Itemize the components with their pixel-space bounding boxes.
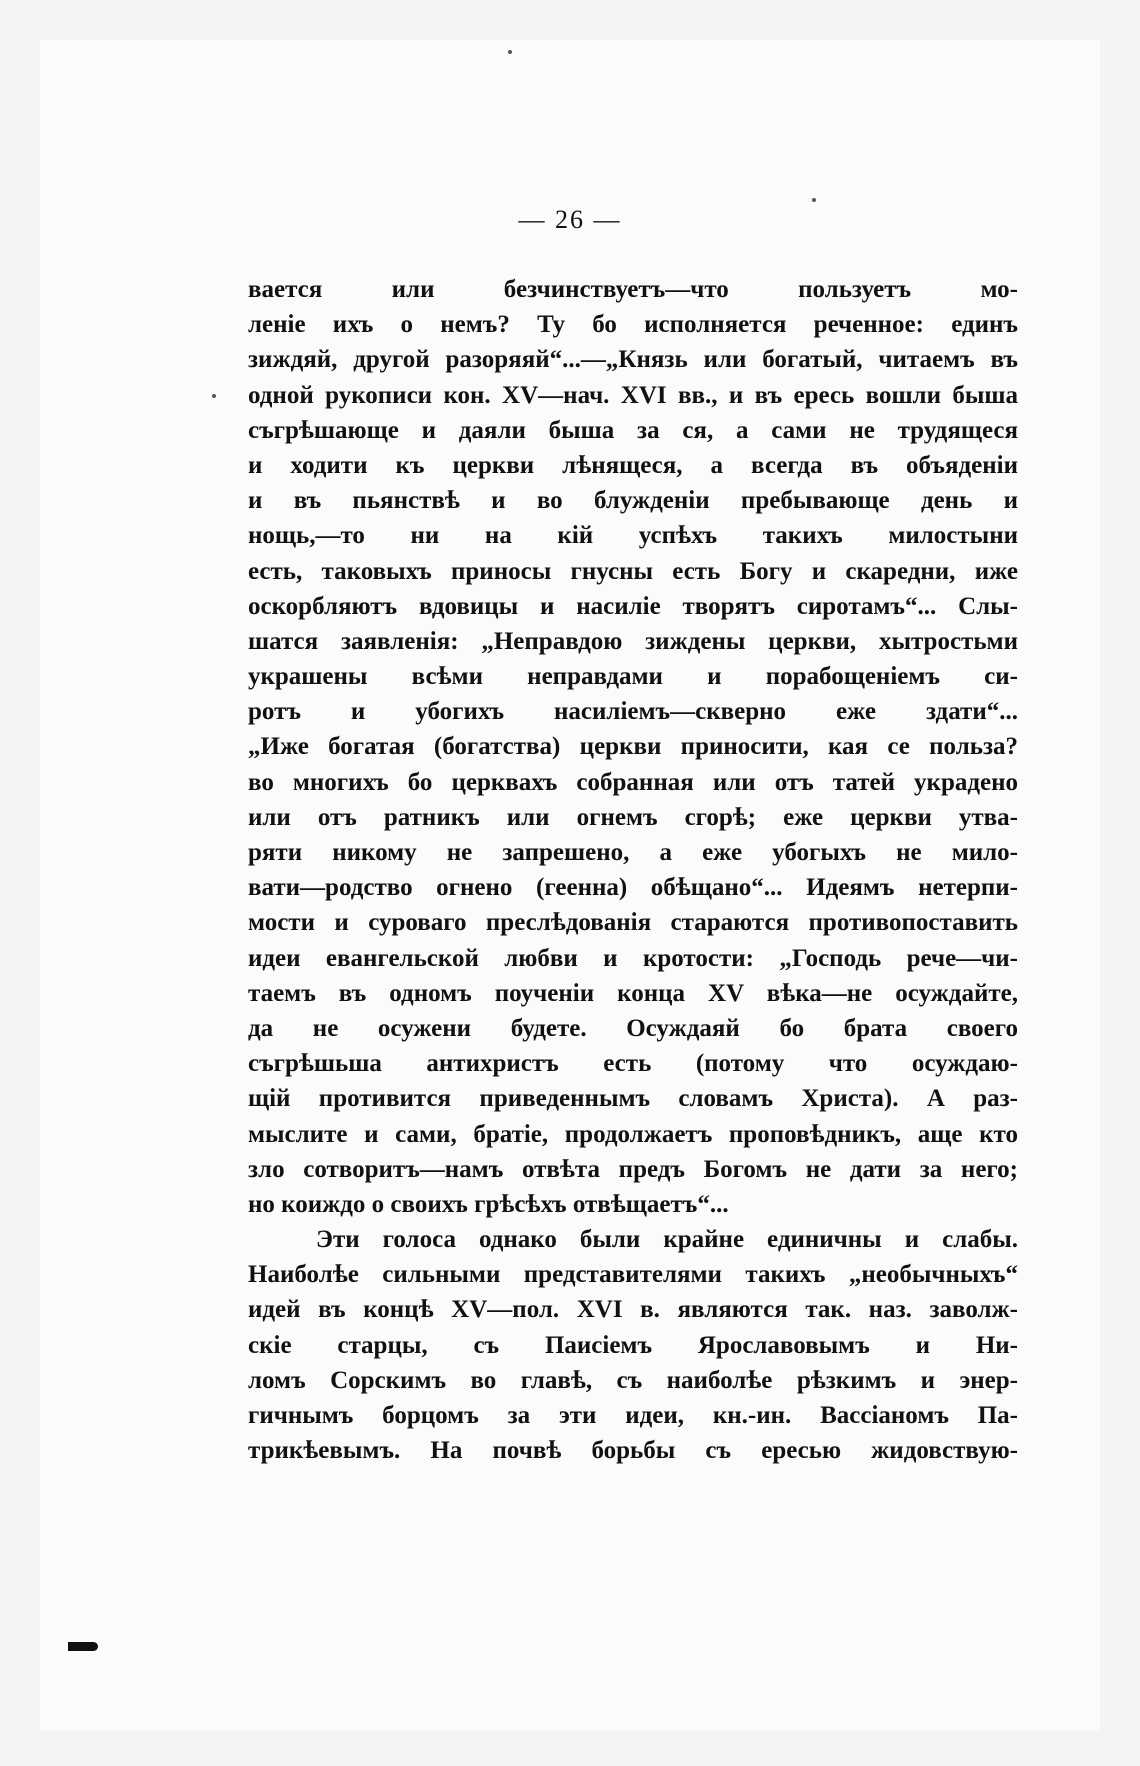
text-line: трикѣевымъ. На почвѣ борьбы съ ересью жидовствую-: [248, 1437, 1018, 1465]
text-line: идеи евангельской любви и кротости: „Господь рече—чи-: [248, 944, 1018, 972]
text-line: шатся заявленія: „Неправдою зиждены церкви, хытростьми: [248, 627, 1018, 655]
scan-mark: [68, 1642, 98, 1651]
text-line: мыслите и сами, братіе, продолжаетъ проповѣдникъ, аще кто: [248, 1120, 1018, 1148]
text-line: ротъ и убогихъ насиліемъ—скверно еже здати“...: [248, 698, 1018, 726]
text-line: идей въ концѣ XV—пол. XVI в. являются так. наз. заволж-: [248, 1296, 1018, 1324]
scan-speck: [508, 50, 512, 54]
text-line: украшены всѣми неправдами и порабощеніемъ си-: [248, 663, 1018, 691]
scan-speck: [212, 394, 216, 398]
text-line: есть, таковыхъ приносы гнусны есть Богу и скаредни, иже: [248, 557, 1018, 585]
text-line: леніе ихъ о немъ? Ту бо исполняется реченное: единъ: [248, 311, 1018, 339]
text-line: но коиждо о своихъ грѣсѣхъ отвѣщаетъ“...: [248, 1190, 729, 1218]
text-line: или отъ ратникъ или огнемъ сгорѣ; еже церкви утва-: [248, 803, 1018, 831]
text-line: и въ пьянствѣ и во блужденіи пребывающе день и: [248, 487, 1018, 515]
text-line: мости и суроваго преслѣдованія стараются противопоставить: [248, 909, 1018, 937]
text-line: таемъ въ одномъ поученіи конца XV вѣка—не осуждайте,: [248, 979, 1018, 1007]
text-line: вается или безчинствуетъ—что пользуетъ мо-: [248, 276, 1018, 303]
body-text: [248, 272, 1018, 1468]
text-line: зло сотворитъ—намъ отвѣта предъ Богомъ не дати за него;: [248, 1155, 1018, 1183]
text-line: щій противится приведеннымъ словамъ Христа). А раз-: [248, 1085, 1018, 1113]
page-number: — 26 —: [518, 205, 622, 234]
text-line: и ходити къ церкви лѣнящеся, а всегда въ объяденіи: [248, 451, 1018, 479]
text-line: зиждяй, другой разоряяй“...—„Князь или богатый, читаемъ въ: [248, 346, 1018, 374]
text-line: „Иже богатая (богатства) церкви приносити, кая се польза?: [248, 733, 1018, 761]
text-line: съгрѣшьша антихристъ есть (потому что осуждаю-: [248, 1050, 1018, 1078]
text-line: да не осужени будете. Осуждаяй бо брата своего: [248, 1014, 1018, 1042]
text-line: одной рукописи кон. XV—нач. XVI вв., и въ ересь вошли быша: [248, 381, 1018, 409]
text-line: съгрѣшающе и даяли быша за ся, а сами не трудящеся: [248, 416, 1018, 444]
text-line: гичнымъ борцомъ за эти идеи, кн.-ин. Вассіаномъ Па-: [248, 1402, 1018, 1429]
text-line: оскорбляютъ вдовицы и насиліе творятъ сиротамъ“... Слы-: [248, 592, 1018, 620]
text-line: Эти голоса однако были крайне единичны и слабы.: [316, 1226, 1018, 1254]
text-line: скіе старцы, съ Паисіемъ Ярославовымъ и Ни-: [248, 1331, 1018, 1359]
scan-speck: [812, 198, 816, 202]
text-line: ломъ Сорскимъ во главѣ, съ наиболѣе рѣзкимъ и энер-: [248, 1366, 1018, 1394]
text-line: во многихъ бо церквахъ собранная или отъ татей украдено: [248, 768, 1018, 796]
text-line: ряти никому не запрешено, а еже убогыхъ не мило-: [248, 839, 1018, 866]
text-line: нощь,—то ни на кій успѣхъ такихъ милостыни: [248, 522, 1018, 550]
text-line: вати—родство огнено (геенна) обѣщано“... Идеямъ нетерпи-: [248, 874, 1018, 902]
text-line: Наиболѣе сильными представителями такихъ „необычныхъ“: [248, 1261, 1018, 1289]
